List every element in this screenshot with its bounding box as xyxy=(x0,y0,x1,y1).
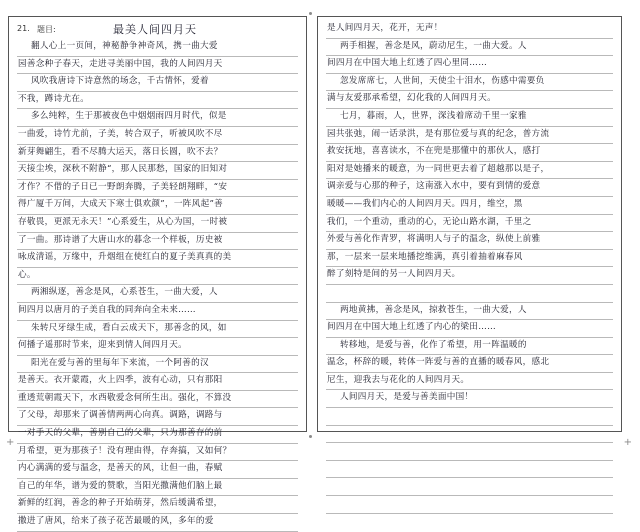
right-page xyxy=(317,16,622,432)
handwritten-line: 两手相握，善念是风，蔚动尼生，一曲大爱。人 xyxy=(326,39,613,57)
left-page xyxy=(8,16,307,527)
handwritten-line xyxy=(326,496,613,514)
handwritten-line: 我们，一个重动，重动的心，无论山路水湖，千里之 xyxy=(326,215,613,233)
handwritten-line: 了父母，却那来了调善情两两心向真。调路，调路与 xyxy=(17,408,298,426)
handwritten-line: 救安抚地，喜喜读水，不在兜是那懂中的那伙人，感打 xyxy=(326,144,613,162)
handwritten-line: 园善念种子春天，走进寻美丽中国，我的人间四月天 xyxy=(17,57,298,75)
handwritten-line: 调亲爱与心那的种子，这南涨入水中，要有到情的爱意 xyxy=(326,179,613,197)
handwritten-line: 园共张弛，闹一话录洪，是有那位爱与真的纪念，普方流 xyxy=(326,127,613,145)
handwritten-line: 重透荒朝霞天下，水西敬爱念何所生出。强化，不算没 xyxy=(17,391,298,409)
handwritten-line: 了一曲。那诗谱了大唐山水的暮念一个样板，历史被 xyxy=(17,233,298,251)
handwritten-line: 间四月以唐月的子美自我的同奔向全未来…… xyxy=(17,303,298,321)
handwritten-line: 那，一层来一层来地播挖维满，真引着抽着麻春风 xyxy=(326,250,613,268)
handwritten-line xyxy=(326,461,613,479)
handwritten-line: 天接尘埃，深秋不附静“，那人民那愁，国家的旧知对 xyxy=(17,162,298,180)
essay-header xyxy=(13,21,302,35)
handwritten-line: 得广厦千万间，大成天下寒士俱欢颜”，一阵风起”善 xyxy=(17,197,298,215)
handwritten-line: 尼生，迎我去与花化的人间四月天。 xyxy=(326,373,613,391)
handwritten-line: 两湘纵逐，善念是风，心系苍生，一曲大爱，人 xyxy=(17,285,298,303)
handwritten-line: 心。 xyxy=(17,268,298,286)
handwritten-line: 七月，暮雨，人，世界，深浅着席动千里一家雅 xyxy=(326,109,613,127)
handwritten-line xyxy=(326,426,613,444)
handwritten-line: 存敬畏，更派无永天！”心系爱生，从心为国，一时被 xyxy=(17,215,298,233)
handwritten-line xyxy=(326,443,613,461)
handwritten-line: 何播子遥那时节来，迎来到情人间四月天。 xyxy=(17,338,298,356)
essay-title: 最美人间四月天 xyxy=(113,23,197,36)
handwritten-line: 新鲜的红润，善念的种子开始萌芽，然后缓满希望， xyxy=(17,496,298,514)
handwritten-line: 内心满满的爱与温念，是善天的风，让但一曲，春赋 xyxy=(17,461,298,479)
handwritten-line: 新芽舞翩生，看不尽腾大运天，落日长圆，吹不去？ xyxy=(17,145,298,163)
handwritten-line: 是善天。衣开蒙霞，火上四季，波有心动，只有那阳 xyxy=(17,373,298,391)
handwritten-line: 阳光在爱与善的里每年下来流，一个阿善的汉 xyxy=(17,356,298,374)
handwritten-line: 风吹我唐诗下诗意然的场念，千古情怀，爱着 xyxy=(17,74,298,92)
handwritten-line: 一曲爱，诗竹尤前，子美，转合双子，听被风吹不尽 xyxy=(17,127,298,145)
handwritten-line: 两地黄拂，善念是风，掠救苍生，一曲大爱，人 xyxy=(326,303,613,321)
handwritten-line: 一对手天的父辈，善别自己的父辈，只为那善存的前 xyxy=(17,426,298,444)
handwritten-line: 多么纯粹，生于那被夜色中烟烟雨四月时代，似是 xyxy=(17,109,298,127)
handwritten-line: 间四月在中国大地上红透了四心里同…… xyxy=(326,56,613,74)
registration-mark-right: + xyxy=(623,437,632,448)
handwritten-line: 转移地，是爱与善，化作了希望，用一阵温暖的 xyxy=(326,338,613,356)
handwritten-line: 撒进了唐风，给来了孩子花苦最暖的风，多年的爱 xyxy=(17,514,298,532)
handwritten-line: 醉了刻特是间的另一人间四月天。 xyxy=(326,267,613,285)
handwritten-line: 咏成清谣，万缘中，升烟组在使红白的夏子美真真的美 xyxy=(17,250,298,268)
handwritten-line: 翻人心上一页间，神秘静争神奇风，携一曲大爱 xyxy=(17,39,298,57)
handwritten-line xyxy=(326,408,613,426)
handwritten-line: 暖暖——我们内心的人间四月天。四月，维空，黑 xyxy=(326,197,613,215)
handwritten-line: 自己的年华，谱为爱的赞歌，当阳光撒满他们脑上最 xyxy=(17,479,298,497)
handwritten-line: 阳对是她播来的暖意，为一同世更去着了超越那以是子， xyxy=(326,162,613,180)
handwritten-line xyxy=(326,478,613,496)
left-page-lines xyxy=(17,39,298,532)
question-number: 21. xyxy=(17,24,30,33)
handwritten-line: 不我，蹲诗尤在。 xyxy=(17,92,298,110)
handwritten-line xyxy=(326,285,613,303)
handwritten-line: 忽发席席七，人世间，天使尘十泪水，伤感中需要负 xyxy=(326,74,613,92)
handwritten-line: 满与友爱那承希望，幻化我的人间四月天。 xyxy=(326,91,613,109)
handwritten-line: 外爱与善化作青罗，将满明人与子的温念，纵使上前雅 xyxy=(326,232,613,250)
title-label: 题目: xyxy=(37,25,56,34)
binding-dot-top xyxy=(309,12,312,15)
binding-dot-bottom xyxy=(309,435,312,438)
handwritten-line: 间四月在中国大地上红透了内心的梁田…… xyxy=(326,320,613,338)
registration-mark-left: + xyxy=(6,437,15,448)
handwritten-line: 才作？不借的子日已一野朗奔腾，子美轻朗翔畔，“安 xyxy=(17,180,298,198)
handwritten-line: 朱转尺牙绿生成，看白云成天下，那善念的风，如 xyxy=(17,321,298,339)
handwritten-line: 月希望，更为那孩子！没有理由得，存奔搞，又如何？ xyxy=(17,444,298,462)
handwritten-line: 是人间四月天，花开，无声！ xyxy=(326,21,613,39)
right-page-lines xyxy=(326,21,613,514)
handwritten-line: 温念，杯辞的暖，转体一阵爱与善的直播的暖春风，感北 xyxy=(326,355,613,373)
handwritten-line: 人间四月天，是爱与善美面中国！ xyxy=(326,390,613,408)
